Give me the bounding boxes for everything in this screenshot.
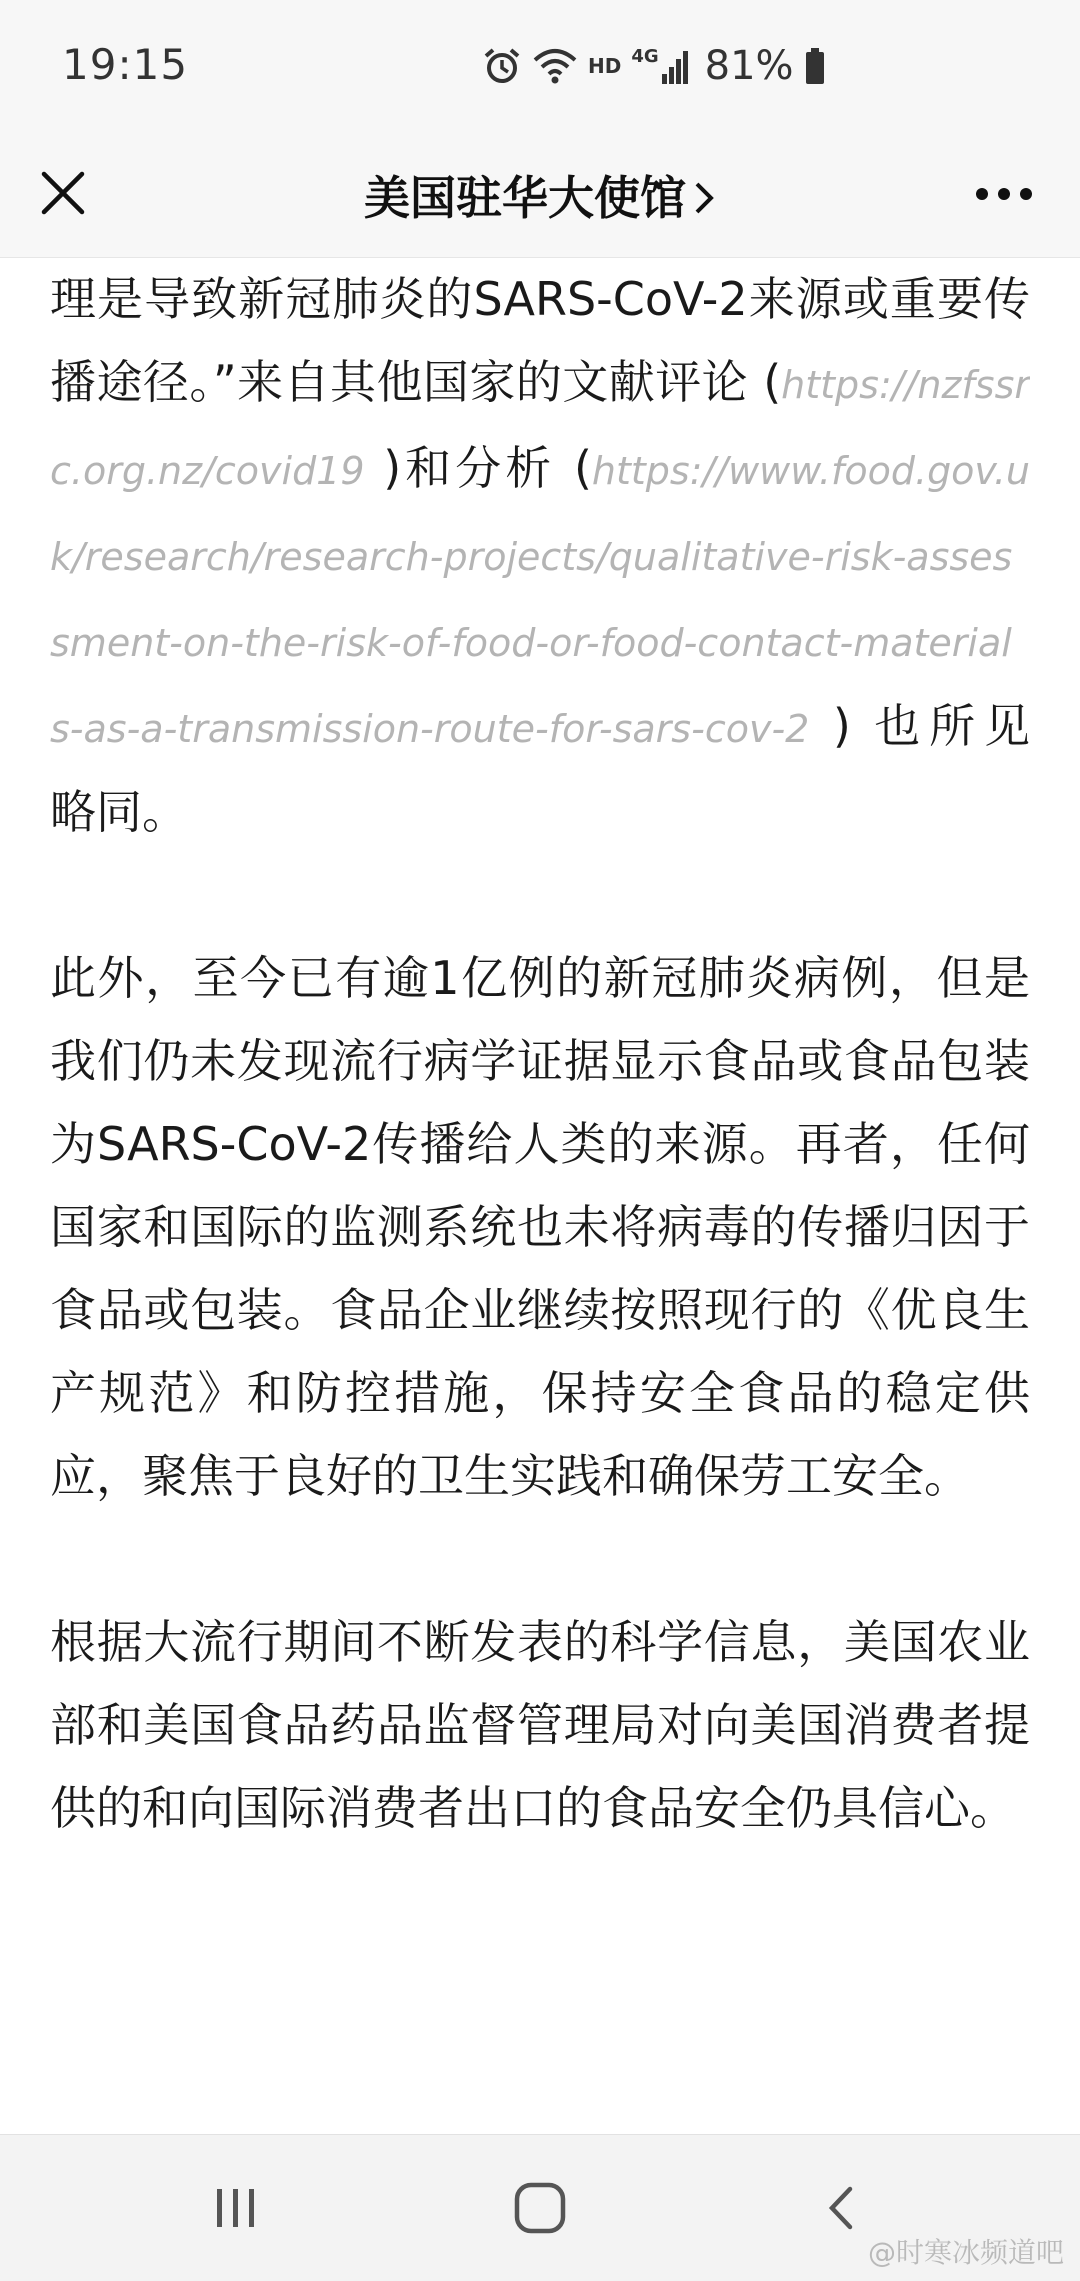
watermark: @时寒冰频道吧 — [867, 2236, 1064, 2269]
recent-apps-icon — [211, 2183, 261, 2233]
reference-link[interactable]: https://www.food.gov.uk/research/research-projects/qualitative-risk-assessment-on-the-risk-of-food-or-food-contact-materials-as-a-transmission-route-for-sars-cov-2 — [50, 449, 1030, 751]
article-body — [50, 258, 1030, 2134]
home-icon — [512, 2180, 568, 2236]
paragraph: 根据大流行期间不断发表的科学信息，美国农业部和美国食品药品监督管理局对向美国消费者提供的和向国际消费者出口的食品安全仍具信心。 — [50, 1615, 1030, 1835]
header-bar — [0, 132, 1080, 258]
status-icons — [482, 40, 826, 92]
status-bar — [0, 0, 1080, 132]
network-label: 4G — [631, 46, 659, 67]
hd-label: HD — [588, 54, 622, 78]
more-options-button[interactable] — [964, 164, 1044, 224]
page-title: 美国驻华大使馆 — [364, 171, 686, 225]
back-icon — [822, 2183, 862, 2233]
more-icon — [974, 186, 1034, 202]
paragraph-text: ) 也所见略同。 — [50, 699, 1030, 839]
alarm-icon — [482, 46, 522, 86]
wifi-icon — [532, 46, 578, 86]
home-button[interactable] — [500, 2173, 580, 2243]
status-time: 19:15 — [62, 40, 189, 89]
account-title-link[interactable] — [0, 162, 1080, 229]
paragraph — [50, 258, 1030, 854]
signal-icon — [631, 46, 690, 86]
reference-link[interactable]: https://nzfssrc.org.nz/covid19 — [50, 363, 1030, 493]
system-nav-bar — [0, 2134, 1080, 2281]
battery-icon — [804, 46, 826, 86]
paragraph: 此外，至今已有逾1亿例的新冠肺炎病例，但是我们仍未发现流行病学证据显示食品或食品包装为SARS-CoV-2传播给人类的来源。再者，任何国家和国际的监测系统也未将病毒的传播归因于食品或包装。食品企业继续按照现行的《优良生产规范》和防控措施，保持安全食品的稳定供应，聚焦于良好的卫生实践和确保劳工安全。 — [50, 951, 1030, 1503]
battery-percent: 81% — [704, 43, 794, 89]
paragraph-text: 理是导致新冠肺炎的SARS-CoV-2来源或重要传播途径。”来自其他国家的文献评论 ( — [50, 272, 1030, 409]
chevron-right-icon — [692, 175, 716, 229]
recent-apps-button[interactable] — [196, 2173, 276, 2243]
paragraph-text: )和分析 ( — [364, 441, 592, 495]
